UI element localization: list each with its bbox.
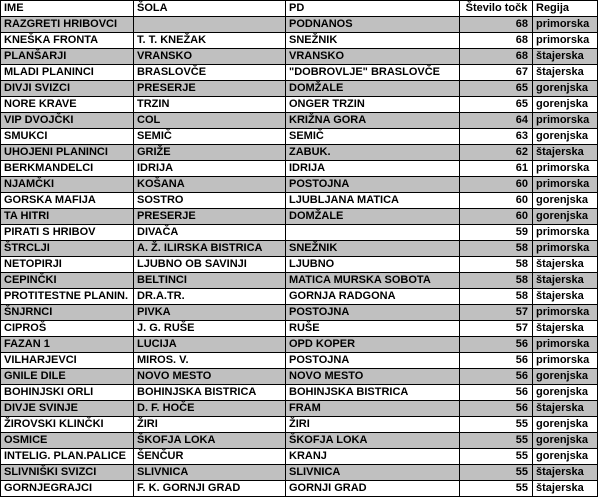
table-row	[1, 337, 598, 353]
cell-regija: štajerska	[533, 65, 598, 81]
cell-tocke: 55	[460, 449, 533, 465]
cell-regija: primorska	[533, 161, 598, 177]
cell-sola: IDRIJA	[134, 161, 286, 177]
cell-pd: MATICA MURSKA SOBOTA	[286, 273, 460, 289]
cell-sola: ŽIRI	[134, 417, 286, 433]
cell-sola: DIVAČA	[134, 225, 286, 241]
cell-sola: PIVKA	[134, 305, 286, 321]
table-row	[1, 449, 598, 465]
cell-pd: LJUBLJANA MATICA	[286, 193, 460, 209]
cell-sola: MIROS. V.	[134, 353, 286, 369]
table-row	[1, 369, 598, 385]
table-row	[1, 33, 598, 49]
cell-tocke: 58	[460, 257, 533, 273]
cell-pd: POSTOJNA	[286, 305, 460, 321]
cell-tocke: 59	[460, 225, 533, 241]
cell-regija: primorska	[533, 305, 598, 321]
cell-tocke: 55	[460, 465, 533, 481]
cell-sola: GRIŽE	[134, 145, 286, 161]
cell-sola: TRZIN	[134, 97, 286, 113]
cell-ime: FAZAN 1	[1, 337, 134, 353]
cell-ime: BERKMANDELCI	[1, 161, 134, 177]
cell-pd: SNEŽNIK	[286, 241, 460, 257]
header-row	[1, 1, 598, 17]
cell-pd: RUŠE	[286, 321, 460, 337]
cell-ime: GORSKA MAFIJA	[1, 193, 134, 209]
cell-tocke: 55	[460, 481, 533, 497]
cell-ime: CIPROŠ	[1, 321, 134, 337]
cell-pd: FRAM	[286, 401, 460, 417]
cell-regija: gorenjska	[533, 97, 598, 113]
cell-ime: GNILE DILE	[1, 369, 134, 385]
cell-sola: SLIVNICA	[134, 465, 286, 481]
cell-pd: VRANSKO	[286, 49, 460, 65]
cell-sola: PRESERJE	[134, 209, 286, 225]
cell-ime: ŠNJRNCI	[1, 305, 134, 321]
cell-regija: štajerska	[533, 289, 598, 305]
cell-pd: ŠKOFJA LOKA	[286, 433, 460, 449]
cell-tocke: 56	[460, 401, 533, 417]
header-tocke: Število točk	[460, 1, 533, 17]
table-row	[1, 417, 598, 433]
cell-pd: SLIVNICA	[286, 465, 460, 481]
cell-sola: T. T. KNEŽAK	[134, 33, 286, 49]
cell-regija: gorenjska	[533, 433, 598, 449]
cell-tocke: 68	[460, 33, 533, 49]
cell-ime: ŽIROVSKI KLINČKI	[1, 417, 134, 433]
cell-sola: J. G. RUŠE	[134, 321, 286, 337]
cell-pd: PODNANOS	[286, 17, 460, 33]
cell-ime: NORE KRAVE	[1, 97, 134, 113]
cell-pd	[286, 225, 460, 241]
cell-tocke: 58	[460, 241, 533, 257]
cell-ime: VILHARJEVCI	[1, 353, 134, 369]
cell-pd: ŽIRI	[286, 417, 460, 433]
cell-regija: štajerska	[533, 273, 598, 289]
cell-sola: A. Ž. ILIRSKA BISTRICA	[134, 241, 286, 257]
cell-sola: LUCIJA	[134, 337, 286, 353]
cell-sola: LJUBNO OB SAVINJI	[134, 257, 286, 273]
cell-pd: POSTOJNA	[286, 177, 460, 193]
cell-ime: OSMICE	[1, 433, 134, 449]
cell-ime: RAZGRETI HRIBOVCI	[1, 17, 134, 33]
table-row	[1, 113, 598, 129]
cell-regija: primorska	[533, 113, 598, 129]
cell-ime: DIVJI SVIZCI	[1, 81, 134, 97]
cell-ime: UHOJENI PLANINCI	[1, 145, 134, 161]
cell-sola: BRASLOVČE	[134, 65, 286, 81]
cell-sola: SEMIČ	[134, 129, 286, 145]
cell-tocke: 57	[460, 305, 533, 321]
cell-ime: TA HITRI	[1, 209, 134, 225]
cell-regija: gorenjska	[533, 417, 598, 433]
cell-regija: primorska	[533, 177, 598, 193]
cell-sola: ŠENČUR	[134, 449, 286, 465]
table-row	[1, 273, 598, 289]
cell-pd: POSTOJNA	[286, 353, 460, 369]
cell-tocke: 60	[460, 177, 533, 193]
cell-sola: DR.A.TR.	[134, 289, 286, 305]
cell-pd: ZABUK.	[286, 145, 460, 161]
cell-regija: štajerska	[533, 49, 598, 65]
table-row	[1, 65, 598, 81]
header-regija: Regija	[533, 1, 598, 17]
cell-sola: SOSTRO	[134, 193, 286, 209]
table-row	[1, 305, 598, 321]
cell-regija: štajerska	[533, 481, 598, 497]
table-row	[1, 193, 598, 209]
cell-sola: D. F. HOČE	[134, 401, 286, 417]
cell-sola: ŠKOFJA LOKA	[134, 433, 286, 449]
cell-pd: KRANJ	[286, 449, 460, 465]
cell-tocke: 63	[460, 129, 533, 145]
cell-ime: DIVJE SVINJE	[1, 401, 134, 417]
cell-ime: PROTITESTNE PLANIN.	[1, 289, 134, 305]
table-row	[1, 17, 598, 33]
cell-tocke: 60	[460, 193, 533, 209]
cell-pd: SEMIČ	[286, 129, 460, 145]
cell-ime: NJAMČKI	[1, 177, 134, 193]
cell-tocke: 62	[460, 145, 533, 161]
cell-regija: štajerska	[533, 401, 598, 417]
cell-sola: BELTINCI	[134, 273, 286, 289]
cell-tocke: 60	[460, 209, 533, 225]
table-row	[1, 177, 598, 193]
cell-pd: NOVO MESTO	[286, 369, 460, 385]
cell-regija: primorska	[533, 33, 598, 49]
cell-ime: VIP DVOJČKI	[1, 113, 134, 129]
cell-pd: IDRIJA	[286, 161, 460, 177]
cell-ime: GORNJEGRAJCI	[1, 481, 134, 497]
cell-sola: NOVO MESTO	[134, 369, 286, 385]
cell-ime: KNEŠKA FRONTA	[1, 33, 134, 49]
cell-ime: SMUKCI	[1, 129, 134, 145]
cell-tocke: 68	[460, 49, 533, 65]
cell-regija: štajerska	[533, 257, 598, 273]
cell-tocke: 57	[460, 321, 533, 337]
cell-tocke: 56	[460, 337, 533, 353]
cell-regija: gorenjska	[533, 81, 598, 97]
cell-pd: SNEŽNIK	[286, 33, 460, 49]
cell-sola: VRANSKO	[134, 49, 286, 65]
table-row	[1, 129, 598, 145]
cell-regija: štajerska	[533, 465, 598, 481]
cell-sola	[134, 17, 286, 33]
table-row	[1, 257, 598, 273]
cell-tocke: 58	[460, 273, 533, 289]
table-row	[1, 321, 598, 337]
cell-regija: primorska	[533, 337, 598, 353]
cell-sola: KOŠANA	[134, 177, 286, 193]
table-row	[1, 353, 598, 369]
table-row	[1, 481, 598, 497]
cell-pd: DOMŽALE	[286, 209, 460, 225]
cell-regija: gorenjska	[533, 449, 598, 465]
cell-pd: OPD KOPER	[286, 337, 460, 353]
table-row	[1, 161, 598, 177]
cell-regija: primorska	[533, 225, 598, 241]
cell-tocke: 55	[460, 417, 533, 433]
table-row	[1, 81, 598, 97]
cell-ime: CEPINČKI	[1, 273, 134, 289]
cell-tocke: 67	[460, 65, 533, 81]
cell-regija: gorenjska	[533, 129, 598, 145]
cell-regija: gorenjska	[533, 193, 598, 209]
table-row	[1, 225, 598, 241]
cell-sola: F. K. GORNJI GRAD	[134, 481, 286, 497]
cell-pd: ONGER TRZIN	[286, 97, 460, 113]
cell-sola: BOHINJSKA BISTRICA	[134, 385, 286, 401]
cell-pd: LJUBNO	[286, 257, 460, 273]
header-pd: PD	[286, 1, 460, 17]
cell-tocke: 61	[460, 161, 533, 177]
cell-tocke: 56	[460, 369, 533, 385]
table-row	[1, 433, 598, 449]
table-row	[1, 145, 598, 161]
table-row	[1, 209, 598, 225]
cell-ime: NETOPIRJI	[1, 257, 134, 273]
cell-ime: BOHINJSKI ORLI	[1, 385, 134, 401]
cell-ime: ŠTRCLJI	[1, 241, 134, 257]
table-row	[1, 97, 598, 113]
cell-ime: MLADI PLANINCI	[1, 65, 134, 81]
cell-regija: primorska	[533, 353, 598, 369]
cell-pd: GORNJA RADGONA	[286, 289, 460, 305]
cell-tocke: 56	[460, 385, 533, 401]
cell-regija: primorska	[533, 17, 598, 33]
cell-tocke: 55	[460, 433, 533, 449]
table-row	[1, 289, 598, 305]
cell-sola: COL	[134, 113, 286, 129]
cell-ime: PLANŠARJI	[1, 49, 134, 65]
cell-pd: DOMŽALE	[286, 81, 460, 97]
cell-regija: gorenjska	[533, 369, 598, 385]
cell-tocke: 68	[460, 17, 533, 33]
cell-regija: primorska	[533, 241, 598, 257]
cell-regija: štajerska	[533, 145, 598, 161]
cell-regija: štajerska	[533, 321, 598, 337]
table-row	[1, 241, 598, 257]
cell-tocke: 65	[460, 97, 533, 113]
table-body	[1, 17, 598, 497]
cell-tocke: 58	[460, 289, 533, 305]
cell-tocke: 56	[460, 353, 533, 369]
cell-regija: gorenjska	[533, 209, 598, 225]
cell-sola: PRESERJE	[134, 81, 286, 97]
header-sola: ŠOLA	[134, 1, 286, 17]
cell-pd: GORNJI GRAD	[286, 481, 460, 497]
cell-pd: KRIŽNA GORA	[286, 113, 460, 129]
table-row	[1, 49, 598, 65]
table-row	[1, 401, 598, 417]
cell-ime: PIRATI S HRIBOV	[1, 225, 134, 241]
cell-ime: INTELIG. PLAN.PALICE	[1, 449, 134, 465]
cell-tocke: 65	[460, 81, 533, 97]
cell-ime: SLIVNIŠKI SVIZCI	[1, 465, 134, 481]
header-ime: IME	[1, 1, 134, 17]
cell-pd: "DOBROVLJE" BRASLOVČE	[286, 65, 460, 81]
cell-regija: gorenjska	[533, 385, 598, 401]
cell-tocke: 64	[460, 113, 533, 129]
cell-pd: BOHINJSKA BISTRICA	[286, 385, 460, 401]
table-row	[1, 385, 598, 401]
table-row	[1, 465, 598, 481]
